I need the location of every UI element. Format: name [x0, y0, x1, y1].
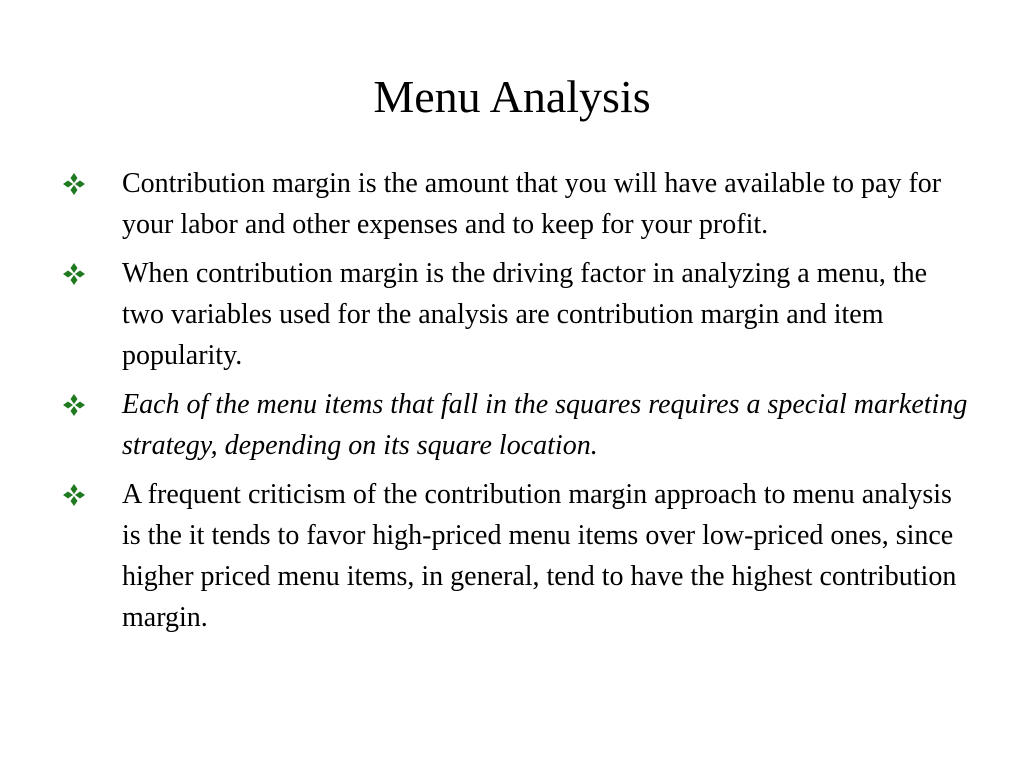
bullet-item	[60, 163, 970, 245]
diamond-bullet-icon	[62, 483, 86, 507]
diamond-bullet-icon	[62, 393, 86, 417]
bullet-text: When contribution margin is the driving factor in analyzing a menu, the two variables used for the analysis are contribution margin and item popularity.	[122, 258, 928, 371]
diamond-bullet-icon	[62, 262, 86, 286]
bullet-text: Each of the menu items that fall in the squares requires a special marketing strategy, depending on its square location.	[122, 389, 968, 461]
bullet-item	[60, 474, 970, 638]
bullet-text: Contribution margin is the amount that you will have available to pay for your labor and other expenses and to keep for your profit.	[122, 168, 942, 240]
slide-title: Menu Analysis	[373, 71, 651, 122]
bullet-list	[60, 163, 970, 646]
bullet-item	[60, 253, 970, 376]
bullet-text: A frequent criticism of the contribution margin approach to menu analysis is the it tends to favor high-priced menu items over low-priced ones, since higher priced menu items, in general, tend to have the highest contribution margin.	[122, 479, 957, 633]
diamond-bullet-icon	[62, 172, 86, 196]
bullet-item	[60, 384, 970, 466]
